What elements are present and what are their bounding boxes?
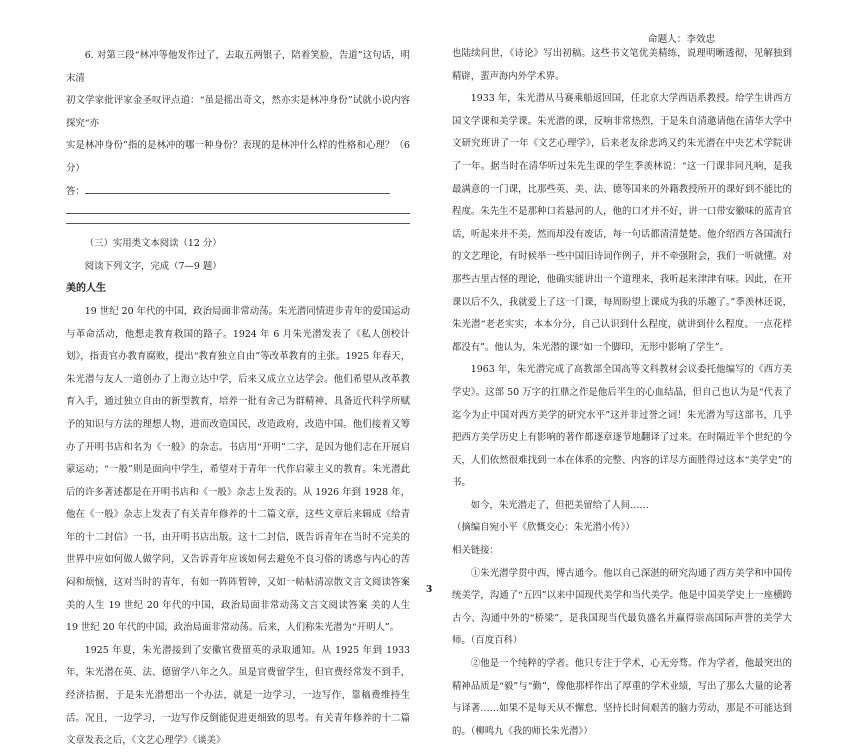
article-paragraph: 也陆续问世，《诗论》写出初稿。这些书文笔优美精练，说理明晰透彻，见解独到精辟，蜚声海内外学术界。 xyxy=(452,48,792,82)
article-source: （摘编自宛小平《欣慨交心：朱光潜小传》） xyxy=(452,522,635,534)
answer-label: 答： xyxy=(66,185,85,197)
article-paragraph: 19 世纪 20 年代的中国，政治局面非常动荡。朱光潜同情进步青年的爱国运动与革命活动，他想走教育救国的路子。1924 年 6 月朱光潜发表了《私人创校计划》，指责官办教育腐败，提出“教育独立自由”等改革教育的主张。1925 年春天，朱光潜与友人一道创办了上海立达中学，后来又成立立达学会。他们希望从改革教育入手，通过独立自由的新型教育，培养一批有舍己为群精神、具备近代科学所赋予的知识与方法的理想人物，进而改造国民，改造政府，改造中国。他们接着又筹办了开明书店和名为《一般》的杂志。书店用“开明”二字，是因为他们志在开展启蒙运动；“一般”则是面向中学生，希望对于青年一代作启蒙主义的教育。朱光潜此后的许多著述都是在开明书店和《一般》杂志上发表的。从 1926 年到 1928 年，他在《一般》杂志上发表了有关青年修养的十二篇文章，这些文章后来辑成《给青年的十二封信》一书，由开明书店出版。这十二封信，既告诉青年在当时不完美的世界中应如何做人做学问，又告诉青年应该如何去避免不良习俗的诱惑与内心的苦闷和烦恼，这对当时的青年，有如一阵阵暂钟，又如一帖帖清凉散文言文阅读答案 美的人生 19 世纪 20 年代的中国，政治局面非常动荡文言文阅读答案 美的人生 19 世纪 20 年代的中国，政治局面非常动荡。后来，人们称朱光潜为“开明人”。 xyxy=(66,305,410,634)
article-paragraph: 1925 年夏，朱光潜接到了安徽官费留英的录取通知。从 1925 年到 1933 年，朱光潜在英、法、德留学八年之久。虽是官费留学生，但官费经常发不到手，经济拮据，于是朱光潜想出一个办法，就是一边学习，一边写作，靠稿费维持生活。况且，一边学习，一边写作反倒能促进更细致的思考。有关青年修养的十二篇文章发表之后，《文艺心理学》《谈美》 xyxy=(66,644,410,747)
question-6-line-3: 实是林冲身份”指的是林冲的哪一种身份？表现的是林冲什么样的性格和心理？（6 分） xyxy=(66,140,410,174)
article-title: 美的人生 xyxy=(66,283,106,295)
related-links-heading: 相关链接： xyxy=(452,545,499,557)
reading-instruction: 阅读下列文字，完成（7—9 题） xyxy=(84,260,222,272)
answer-blank-line-3 xyxy=(66,223,410,224)
section-heading: （三）实用类文本阅读（12 分） xyxy=(84,238,222,250)
question-6-line-1: 6. 对第三段“林冲等他发作过了，去取五两银子，陪着笑脸，告道”这句话，明末清 xyxy=(66,50,410,84)
related-link-2: ②他是一个纯粹的学者。他只专注于学术，心无旁骛。作为学者，他最突出的精神品质是“毅”与“勤”，像他那样作出了厚重的学术业绩，写出了那么大量的论著与译著……如果不是每天从不懈怠、坚持长时间艰苦的脑力劳动，那是不可能达到的。（柳鸣九《我的师长朱光潜》） xyxy=(452,658,792,737)
article-paragraph: 1963 年，朱光潜完成了高教部全国高等文科教材会议委托他编写的《西方美学史》。这部 50 万字的扛鼎之作是他后半生的心血结晶，但自己也认为是“代表了迄今为止中国对西方美学的研究水平”这并非过誉之词！朱光潜为写这部书，几乎把西方美学历史上有影响的著作都逐章逐节地翻译了过来。在时隔近半个世纪的今天，人们依然很难找到一本在体系的完整、内容的详尽方面胜得过这本“美学史”的书。 xyxy=(452,364,792,489)
left-column xyxy=(66,0,410,753)
article-closing: 如今，朱光潜走了，但把美留给了人间…… xyxy=(470,499,649,511)
answer-blank xyxy=(85,183,390,194)
author-header: 命题人：李效忠 xyxy=(648,34,716,45)
right-column xyxy=(452,0,792,743)
article-paragraph: 1933 年，朱光潜从马赛乘船返回国，任北京大学西语系教授。给学生讲西方国文学课和美学课。朱光潜的课，反响非常热烈，于是朱自清邀请他在清华大学中文研究班讲了一年《文艺心理学》，后来老友徐悲鸿又约朱光潜在中央艺术学院讲了一年。据当时在清华听过朱先生课的学生季羡林说：“这一门课非同凡响，是我最满意的一门课，比那些英、美、法、德等国来的外籍教授所开的课好到不能比的程度。朱先生不是那种口若悬河的人，他的口才并不好，讲一口带安徽味的蓝青官话，听起来并不美，然而却没有废话，每一句话都清清楚楚。他介绍西方各国流行的文艺理论，有时候举一些中国旧诗词作例子，并不牵强附会，我们一听就懂。对那些古里古怪的理论，他确实能讲出一个道理来，我听起来津津有味。因此，在开课以后不久，我就爱上了这一门课，每周盼望上课成为我的乐趣了。”季羡林还说，朱光潜“老老实实，本本分分，自己认识到什么程度，就讲到什么程度。一点花样都没有”。他认为，朱光潜的课“如一个脚印，无形中影响了学生”。 xyxy=(452,93,792,353)
answer-line xyxy=(66,181,410,204)
answer-blank-line-2 xyxy=(66,213,410,214)
page-number: 3 xyxy=(426,585,433,595)
related-link-1: ①朱光潜学贯中西，博古通今。他以自己深湛的研究沟通了西方美学和中国传统美学，沟通了“五四”以来中国现代美学和当代美学。他是中国美学史上一座横跨古今、沟通中外的“桥梁”，是我国现当代最负盛名并赢得崇高国际声誉的美学大师。（百度百科） xyxy=(452,567,792,647)
question-6-line-2: 初文学家批评家金圣叹评点道：“虽是摇出奇文，然亦实是林冲身份”试就小说内容探究“亦 xyxy=(66,95,410,129)
